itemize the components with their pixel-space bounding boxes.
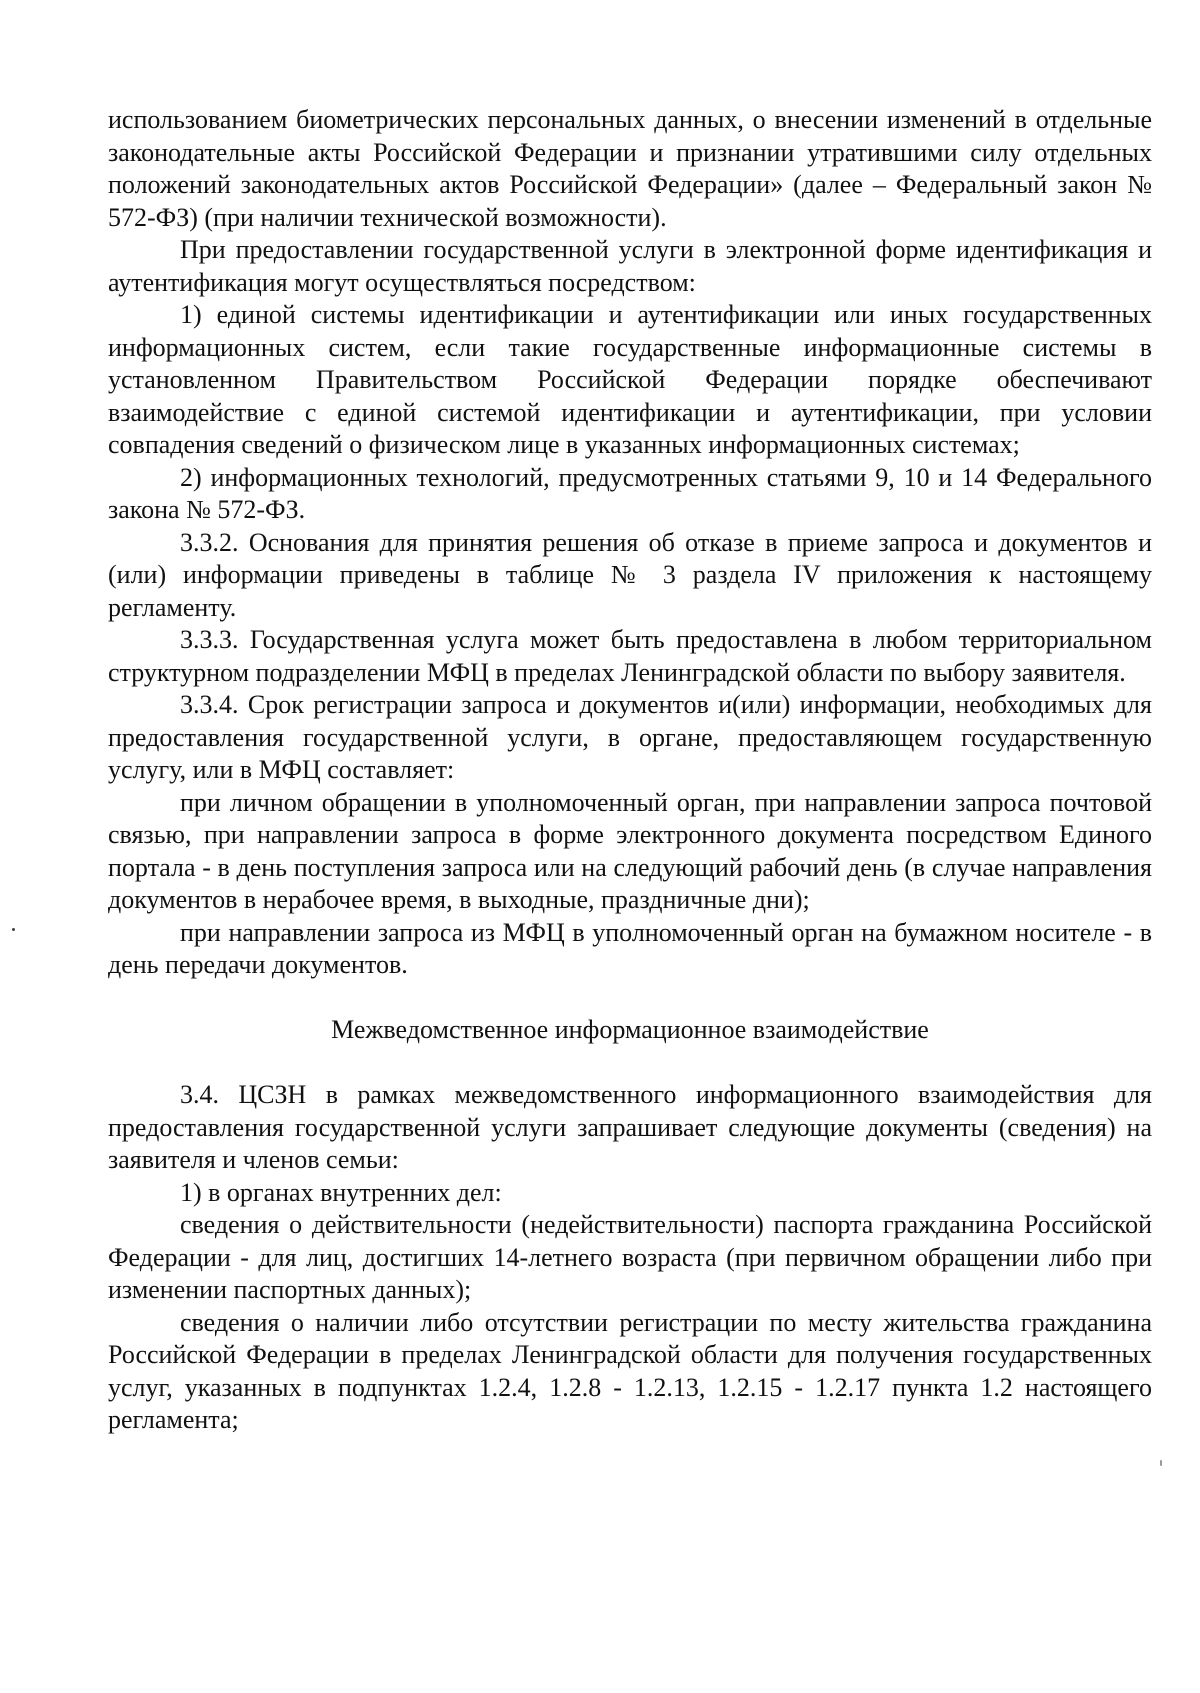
scan-speck <box>12 928 15 931</box>
paragraph: использованием биометрических персональных данных, о внесении изменений в отдельные законодательные акты Российской Федерации и признании утратившими силу отдельных положений законодательных актов Российской Федерации» (далее – Федеральный закон № 572-ФЗ) (при наличии технической возможности). <box>108 105 1152 232</box>
paragraph: 3.3.4. Срок регистрации запроса и документов и(или) информации, необходимых для предоставления государственной услуги, в органе, предоставляющем государственную услугу, или в МФЦ составляет: <box>108 690 1152 784</box>
section-heading: Межведомственное информационное взаимодействие <box>331 1014 929 1044</box>
paragraph: сведения о действительности (недействительности) паспорта гражданина Российской Федерации - для лиц, достигших 14-летнего возраста (при первичном обращении либо при изменении паспортных данных); <box>108 1210 1152 1304</box>
paragraph: при направлении запроса из МФЦ в уполномоченный орган на бумажном носителе - в день передачи документов. <box>108 917 1152 979</box>
paragraph: 3.4. ЦСЗН в рамках межведомственного информационного взаимодействия для предоставления государственной услуги запрашивает следующие документы (сведения) на заявителя и членов семьи: <box>108 1080 1152 1174</box>
list-item: 2) информационных технологий, предусмотренных статьями 9, 10 и 14 Федерального закона № 572-ФЗ. <box>108 462 1152 524</box>
paragraph: При предоставлении государственной услуги в электронной форме идентификация и аутентификация могут осуществляться посредством: <box>108 235 1152 297</box>
document-page <box>108 104 1152 1437</box>
paragraph: 3.3.2. Основания для принятия решения об отказе в приеме запроса и документов и (или) информации приведены в таблице № 3 раздела IV приложения к настоящему регламенту. <box>108 527 1152 622</box>
paragraph: сведения о наличии либо отсутствии регистрации по месту жительства гражданина Российской Федерации в пределах Ленинградской области для получения государственных услуг, указанных в подпунктах 1.2.4, 1.2.8 - 1.2.13, 1.2.15 - 1.2.17 пункта 1.2 настоящего регламента; <box>108 1307 1152 1434</box>
paragraph: 3.3.3. Государственная услуга может быть предоставлена в любом территориальном структурном подразделении МФЦ в пределах Ленинградской области по выбору заявителя. <box>108 625 1152 687</box>
list-item: 1) в органах внутренних дел: <box>180 1177 502 1207</box>
list-item: 1) единой системы идентификации и аутентификации или иных государственных информационных систем, если такие государственные информационные системы в установленном Правительством Российской Федерации порядке обеспечивают взаимодействие с единой системой идентификации и аутентификации, при условии совпадения сведений о физическом лице в указанных информационных системах; <box>108 300 1152 459</box>
scan-speck <box>1160 1460 1162 1466</box>
paragraph: при личном обращении в уполномоченный орган, при направлении запроса почтовой связью, при направлении запроса в форме электронного документа посредством Единого портала - в день поступления запроса или на следующий рабочий день (в случае направления документов в нерабочее время, в выходные, праздничные дни); <box>108 787 1152 914</box>
